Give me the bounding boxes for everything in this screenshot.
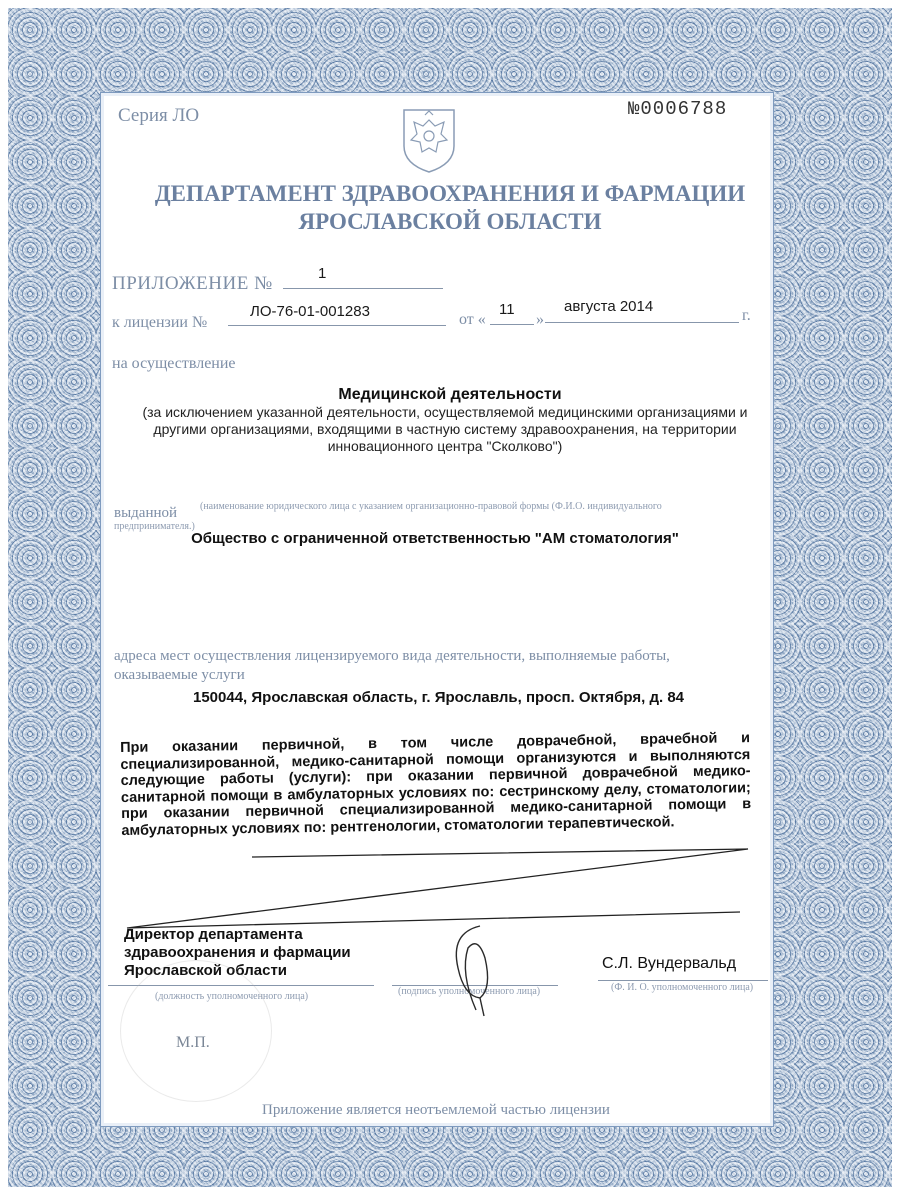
name-underline [598, 980, 768, 981]
license-year-suffix: г. [742, 307, 751, 324]
position-line3: Ярославской области [124, 962, 288, 979]
position-caption: (должность уполномоченного лица) [155, 991, 309, 1002]
license-from-label: от « [459, 311, 486, 328]
stamp-label: М.П. [176, 1034, 210, 1051]
activity-details: (за исключением указанной деятельности, осуществляемой медицинскими организациями и другими организациями, входящими в частную систему здравоохранения, на территории инновационного центра "Сколково") [142, 404, 748, 454]
position-line1: Директор департамента [124, 926, 303, 943]
issued-hint: (наименование юридического лица с указанием организационно-правовой формы (Ф.И.О. индивидуального предпринимателя.) [114, 501, 662, 532]
footer-note: Приложение является неотъемлемой частью лицензии [262, 1102, 610, 1118]
department-title-line1: ДЕПАРТАМЕНТ ЗДРАВООХРАНЕНИЯ И ФАРМАЦИИ [154, 181, 746, 206]
name-caption: (Ф. И. О. уполномоченного лица) [611, 982, 754, 993]
issued-label: выданной [114, 505, 178, 521]
handwritten-signature [440, 918, 510, 1018]
activity-title: Медицинской деятельности [338, 386, 562, 403]
license-number: ЛО-76-01-001283 [250, 303, 370, 320]
license-day-close: » [536, 311, 544, 328]
address-value: 150044, Ярославская область, г. Ярославль, просп. Октября, д. 84 [193, 689, 685, 706]
activity-label: на осуществление [112, 355, 236, 372]
series-label: Серия ЛО [118, 105, 200, 126]
services-text: При оказании первичной, в том числе доврачебной, врачебной и специализированной, медико-санитарной помощи организуются и выполняются следующие работы (услуги): при оказании первичной доврачебной медико-санитарной помощи в амбулаторных условиях по: сестринскому делу, стоматологии; при оказании первичной специализированной медико-санитарной помощи в амбулаторных условиях по: рентгенологии, стоматологии терапевтической. [120, 730, 752, 839]
form-number: №0006788 [628, 98, 728, 120]
license-day: 11 [499, 301, 515, 318]
department-title-line2: ЯРОСЛАВСКОЙ ОБЛАСТИ [298, 209, 602, 234]
stamp-area [120, 960, 272, 1102]
appendix-number: 1 [318, 265, 327, 282]
organization-name: Общество с ограниченной ответственностью "АМ стоматология" [191, 530, 679, 547]
signatory-name: С.Л. Вундервальд [602, 955, 737, 972]
address-label: адреса мест осуществления лицензируемого вида деятельности, выполняемые работы, оказываемые услуги [114, 648, 670, 683]
appendix-label: ПРИЛОЖЕНИЕ № [112, 273, 273, 294]
signature-caption: (подпись уполномоченного лица) [398, 986, 541, 997]
position-line2: здравоохранения и фармации [124, 944, 351, 961]
license-month-year: августа 2014 [564, 298, 654, 315]
license-label: к лицензии № [112, 314, 208, 331]
